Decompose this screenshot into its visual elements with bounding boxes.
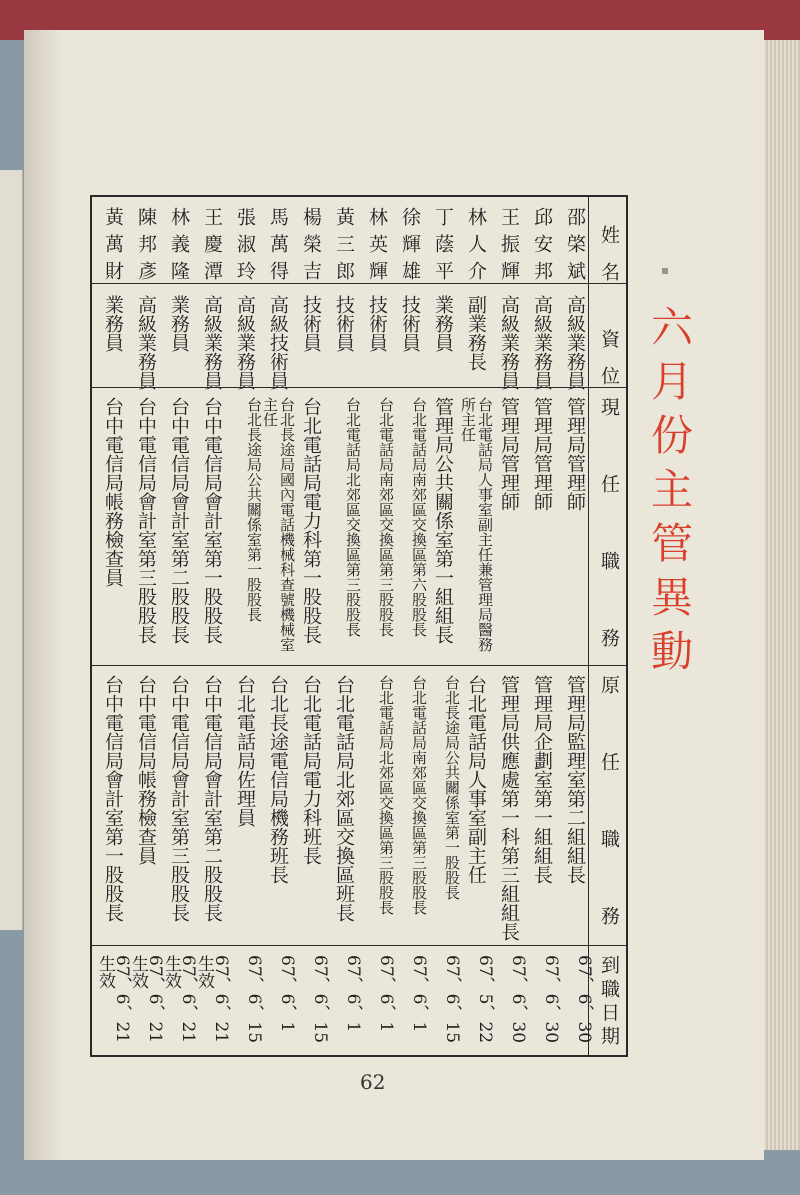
table-row (558, 197, 592, 1055)
page-mark (662, 268, 668, 274)
table-row (327, 197, 361, 1055)
cell-rank: 高級業務員 (201, 295, 223, 390)
table-row (195, 197, 229, 1055)
page-gutter (24, 30, 62, 1160)
cell-previous: 管理局企劃室第一組組長 (531, 675, 553, 884)
table-row (261, 197, 295, 1055)
cell-date: 67、6、30 (574, 955, 594, 1044)
personnel-table (90, 195, 628, 1057)
cell-previous: 台北電話局電力科班長 (300, 675, 322, 865)
table-row (228, 197, 262, 1055)
cell-name: 邵棨斌 (564, 207, 586, 288)
cell-name: 黃三郎 (333, 207, 355, 288)
cell-previous: 台北電話局佐理員 (234, 675, 256, 827)
table-row (294, 197, 328, 1055)
cell-rank: 業務員 (168, 295, 190, 352)
cell-previous: 管理局監理室第二組組長 (564, 675, 586, 884)
cell-current: 管理局管理師 (564, 397, 586, 511)
cell-date: 67、6、15 (310, 955, 330, 1044)
cell-current: 台北電話局南郊區交換區第六股股長 (410, 397, 428, 637)
cell-date: 67、6、21生效 (95, 955, 132, 1044)
header-previous-post: 原任職務 (598, 675, 620, 925)
table-row (393, 197, 427, 1055)
cell-date: 67、6、15 (244, 955, 264, 1044)
header-date: 到職日期 (598, 955, 620, 1045)
cell-name: 陳邦彥 (135, 207, 157, 288)
cell-rank: 業務員 (102, 295, 124, 352)
cell-current: 管理局管理師 (531, 397, 553, 511)
cell-previous: 台北長途局公共關係室第一股股長 (443, 675, 461, 900)
cell-current: 台北電話局北郊區交換區第三股股長 (344, 397, 362, 637)
header-rank: 資位 (598, 329, 620, 385)
cell-date: 67、6、1 (277, 955, 297, 1033)
cell-previous: 台中電信局會計室第三股股長 (168, 675, 190, 922)
cell-date: 67、6、21生效 (194, 955, 231, 1044)
cell-date: 67、6、1 (343, 955, 363, 1033)
cell-previous: 管理局供應處第一科第三組組長 (498, 675, 520, 941)
cell-current: 管理局公共關係室第一組組長 (432, 397, 454, 644)
cell-name: 黃萬財 (102, 207, 124, 288)
cell-name: 林英輝 (366, 207, 388, 288)
cell-date: 67、6、1 (376, 955, 396, 1033)
header-column (592, 197, 626, 1055)
cell-date: 67、6、1 (409, 955, 429, 1033)
cell-name: 邱安邦 (531, 207, 553, 288)
cell-name: 張淑玲 (234, 207, 256, 288)
cell-previous: 台北電話局南郊區交換區第三股股長 (410, 675, 428, 915)
cell-previous: 台北電話局北郊區交換區班長 (333, 675, 355, 922)
header-current-post: 現任職務 (598, 397, 620, 647)
cell-date: 67、6、21生效 (128, 955, 165, 1044)
cell-current: 台北長途局公共關係室第一股股長 (245, 397, 263, 622)
cell-name: 馬萬得 (267, 207, 289, 288)
cell-name: 丁蔭平 (432, 207, 454, 288)
cell-rank: 高級技術員 (267, 295, 289, 390)
cell-previous: 台中電信局帳務檢查員 (135, 675, 157, 865)
cell-rank: 高級業務員 (234, 295, 256, 390)
cell-rank: 技術員 (399, 295, 421, 352)
cell-date: 67、6、21生效 (161, 955, 198, 1044)
cell-date: 67、6、30 (508, 955, 528, 1044)
table-row (426, 197, 460, 1055)
cell-current: 台北電話局南郊區交換區第三股股長 (377, 397, 395, 637)
cell-current: 台中電信局帳務檢查員 (102, 397, 124, 587)
cell-current: 台北電話局電力科第一股股長 (300, 397, 322, 644)
cell-previous: 台北電話局人事室副主任 (465, 675, 487, 884)
cell-rank: 技術員 (333, 295, 355, 352)
cell-previous: 台中電信局會計室第二股股長 (201, 675, 223, 922)
cell-rank: 高級業務員 (135, 295, 157, 390)
cell-rank: 高級業務員 (564, 295, 586, 390)
cell-rank: 業務員 (432, 295, 454, 352)
cell-name: 林人介 (465, 207, 487, 288)
cell-name: 王振輝 (498, 207, 520, 288)
cell-previous: 台中電信局會計室第一股股長 (102, 675, 124, 922)
cell-name: 林義隆 (168, 207, 190, 288)
table-row (492, 197, 526, 1055)
cell-previous: 台北長途電信局機務班長 (267, 675, 289, 884)
cell-rank: 高級業務員 (498, 295, 520, 390)
cell-rank: 技術員 (366, 295, 388, 352)
cell-current: 管理局管理師 (498, 397, 520, 511)
table-row (360, 197, 394, 1055)
table-row (162, 197, 196, 1055)
previous-page-bleed-text (2, 180, 20, 920)
cell-current: 台中電信局會計室第一股股長 (201, 397, 223, 644)
cell-date: 67、5、22 (475, 955, 495, 1044)
cell-rank: 技術員 (300, 295, 322, 352)
table-row (459, 197, 493, 1055)
previous-page-sliver (0, 170, 23, 930)
cell-rank: 副業務長 (465, 295, 487, 371)
page-title: 六月份主管異動 (645, 305, 694, 683)
page-stack-edge (764, 40, 800, 1150)
cell-current: 台中電信局會計室第二股股長 (168, 397, 190, 644)
cell-name: 楊榮吉 (300, 207, 322, 288)
cell-name: 王慶潭 (201, 207, 223, 288)
header-name: 姓名 (598, 225, 620, 281)
cell-current: 台中電信局會計室第三股股長 (135, 397, 157, 644)
cell-date: 67、6、15 (442, 955, 462, 1044)
cell-rank: 高級業務員 (531, 295, 553, 390)
cell-previous: 台北電話局北郊區交換區第三股股長 (377, 675, 395, 915)
cell-name: 徐輝雄 (399, 207, 421, 288)
cell-current: 台北長途局國內電話機械科查號機械室主任 (261, 397, 296, 652)
table-row (129, 197, 163, 1055)
table-row (525, 197, 559, 1055)
cell-date: 67、6、30 (541, 955, 561, 1044)
table-row (96, 197, 130, 1055)
page-number: 62 (360, 1070, 386, 1094)
cell-current: 台北電話局人事室副主任兼管理局醫務所主任 (459, 397, 494, 652)
